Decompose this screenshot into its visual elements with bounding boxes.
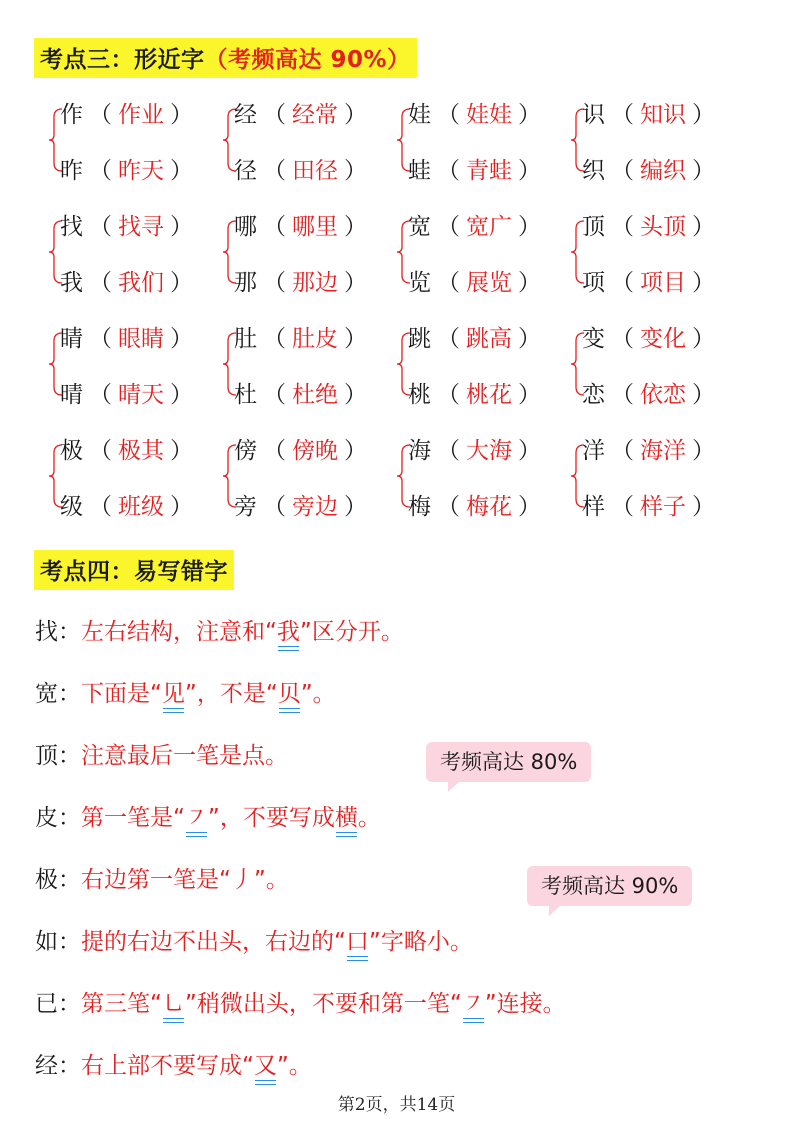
error-prone-line (35, 864, 289, 896)
paren-close: ） (692, 270, 715, 296)
character-label: 经： (35, 1053, 81, 1079)
paren-close: ） (170, 158, 193, 184)
character-group (570, 97, 760, 193)
note-text: ”。 (300, 681, 336, 707)
character: 恋 (582, 382, 605, 408)
character-pair-row (582, 491, 721, 523)
character-pair-row (582, 323, 721, 355)
underlined-part: ㇇ (185, 802, 208, 834)
character-group (570, 433, 760, 529)
character: 娃 (408, 102, 431, 128)
character-pair-row (234, 211, 373, 243)
character-pair-row (234, 435, 373, 467)
character: 杜 (234, 382, 257, 408)
paren-close: ） (518, 158, 541, 184)
character: 宽 (408, 214, 431, 240)
character: 变 (582, 326, 605, 352)
character: 洋 (582, 438, 605, 464)
paren-open: （ (611, 214, 634, 240)
character: 睛 (60, 326, 83, 352)
character-group (396, 433, 586, 529)
note-text: 左右结构，注意和“ (81, 619, 277, 645)
underlined-part: 口 (346, 926, 369, 958)
character-group (222, 321, 412, 417)
character-pair-row (60, 379, 199, 411)
character-group (48, 321, 238, 417)
paren-close: ） (170, 270, 193, 296)
character-pair-row (60, 491, 199, 523)
section4-title: 考点四：易写错字 (40, 559, 228, 585)
character: 傍 (234, 438, 257, 464)
example-word: 展览 (466, 270, 512, 296)
example-word: 哪里 (292, 214, 338, 240)
note-text: ”，不是“ (184, 681, 278, 707)
character: 找 (60, 214, 83, 240)
example-word: 大海 (466, 438, 512, 464)
character-label: 极： (35, 867, 81, 893)
paren-close: ） (518, 382, 541, 408)
paren-close: ） (344, 270, 367, 296)
character-pair-row (582, 211, 721, 243)
character-pair-row (234, 267, 373, 299)
example-word: 知识 (640, 102, 686, 128)
paren-open: （ (611, 382, 634, 408)
paren-open: （ (263, 102, 286, 128)
character: 顶 (582, 214, 605, 240)
note-text: 右边第一笔是“丿”。 (81, 867, 289, 893)
character-pair-row (234, 323, 373, 355)
note-text: ”。 (276, 1053, 312, 1079)
frequency-bubble-90-text: 考频高达 90% (541, 874, 679, 898)
paren-open: （ (437, 382, 460, 408)
paren-open: （ (437, 102, 460, 128)
character-group (222, 209, 412, 305)
note-text: 注意最后一笔是点。 (81, 743, 288, 769)
character-pair-row (408, 267, 547, 299)
paren-close: ） (344, 102, 367, 128)
character: 览 (408, 270, 431, 296)
example-word: 桃花 (466, 382, 512, 408)
note-text: 。 (357, 805, 381, 831)
note-text: 第一笔是“ (81, 805, 185, 831)
character-group (48, 97, 238, 193)
paren-open: （ (263, 326, 286, 352)
paren-close: ） (344, 382, 367, 408)
error-prone-line (35, 926, 473, 958)
paren-close: ） (170, 214, 193, 240)
character-pair-row (582, 379, 721, 411)
character: 作 (60, 102, 83, 128)
example-word: 田径 (292, 158, 338, 184)
example-word: 宽广 (466, 214, 512, 240)
note-text: 右上部不要写成“ (81, 1053, 254, 1079)
character: 海 (408, 438, 431, 464)
underlined-part: 横 (335, 802, 358, 834)
example-word: 眼睛 (118, 326, 164, 352)
paren-open: （ (89, 214, 112, 240)
example-word: 编织 (640, 158, 686, 184)
paren-open: （ (611, 494, 634, 520)
paren-close: ） (170, 438, 193, 464)
underlined-part: 又 (254, 1050, 277, 1082)
example-word: 傍晚 (292, 438, 338, 464)
paren-open: （ (263, 438, 286, 464)
example-word: 我们 (118, 270, 164, 296)
note-text: ”字略小。 (368, 929, 473, 955)
example-word: 经常 (292, 102, 338, 128)
paren-open: （ (437, 326, 460, 352)
character: 那 (234, 270, 257, 296)
paren-open: （ (89, 158, 112, 184)
frequency-bubble-90 (527, 866, 692, 906)
paren-open: （ (611, 270, 634, 296)
example-word: 样子 (640, 494, 686, 520)
character-pair-row (234, 155, 373, 187)
character-pair-row (234, 379, 373, 411)
character-label: 宽： (35, 681, 81, 707)
paren-close: ） (692, 158, 715, 184)
underlined-part: 见 (162, 678, 185, 710)
example-word: 梅花 (466, 494, 512, 520)
example-word: 旁边 (292, 494, 338, 520)
paren-close: ） (692, 326, 715, 352)
error-prone-line (35, 802, 381, 834)
paren-open: （ (89, 438, 112, 464)
character-group (570, 321, 760, 417)
example-word: 晴天 (118, 382, 164, 408)
paren-open: （ (437, 494, 460, 520)
character-group (222, 97, 412, 193)
character-pair-row (60, 211, 199, 243)
character: 径 (234, 158, 257, 184)
paren-open: （ (437, 438, 460, 464)
paren-close: ） (518, 270, 541, 296)
example-word: 找寻 (118, 214, 164, 240)
paren-open: （ (263, 214, 286, 240)
character-label: 找： (35, 619, 81, 645)
page-footer: 第2页，共14页 (337, 1095, 456, 1115)
example-word: 海洋 (640, 438, 686, 464)
character-pair-row (408, 435, 547, 467)
example-word: 跳高 (466, 326, 512, 352)
note-text: 提的右边不出头，右边的“ (81, 929, 346, 955)
underlined-part: 贝 (278, 678, 301, 710)
character-pair-row (234, 99, 373, 131)
character-pair-row (408, 323, 547, 355)
character-pair-row (408, 155, 547, 187)
section3-heading (34, 38, 417, 78)
example-word: 青蛙 (466, 158, 512, 184)
character-label: 顶： (35, 743, 81, 769)
example-word: 作业 (118, 102, 164, 128)
bubble-tail (448, 781, 460, 792)
paren-close: ） (518, 438, 541, 464)
character-group (222, 433, 412, 529)
paren-close: ） (344, 158, 367, 184)
character: 梅 (408, 494, 431, 520)
paren-open: （ (611, 438, 634, 464)
character: 我 (60, 270, 83, 296)
character-pair-row (408, 211, 547, 243)
character-pair-row (408, 379, 547, 411)
paren-open: （ (437, 270, 460, 296)
character-pair-row (408, 99, 547, 131)
character-pair-row (60, 99, 199, 131)
example-word: 依恋 (640, 382, 686, 408)
error-prone-line (35, 740, 288, 772)
paren-open: （ (611, 102, 634, 128)
character-pair-row (60, 323, 199, 355)
note-text: 下面是“ (81, 681, 162, 707)
paren-close: ） (692, 102, 715, 128)
underlined-part: 我 (277, 616, 300, 648)
character-group (396, 209, 586, 305)
character-group (396, 321, 586, 417)
paren-open: （ (263, 494, 286, 520)
example-word: 杜绝 (292, 382, 338, 408)
underlined-part: ㇇ (462, 988, 485, 1020)
paren-open: （ (89, 270, 112, 296)
section4-heading (34, 550, 234, 590)
character-pair-row (60, 155, 199, 187)
character: 肚 (234, 326, 257, 352)
paren-close: ） (518, 326, 541, 352)
character: 桃 (408, 382, 431, 408)
paren-close: ） (518, 214, 541, 240)
paren-open: （ (89, 382, 112, 408)
example-word: 肚皮 (292, 326, 338, 352)
paren-open: （ (437, 158, 460, 184)
character: 经 (234, 102, 257, 128)
example-word: 昨天 (118, 158, 164, 184)
character-group (48, 433, 238, 529)
character: 晴 (60, 382, 83, 408)
note-text: ”区分开。 (299, 619, 404, 645)
character-pair-row (582, 267, 721, 299)
paren-close: ） (692, 214, 715, 240)
error-prone-line (35, 678, 336, 710)
example-word: 娃娃 (466, 102, 512, 128)
example-word: 极其 (118, 438, 164, 464)
note-text: ”，不要写成 (207, 805, 335, 831)
character-label: 如： (35, 929, 81, 955)
paren-close: ） (692, 438, 715, 464)
character-pair-row (408, 491, 547, 523)
character: 哪 (234, 214, 257, 240)
character-pair-row (234, 491, 373, 523)
example-word: 头顶 (640, 214, 686, 240)
character: 蛙 (408, 158, 431, 184)
character-group (396, 97, 586, 193)
character: 项 (582, 270, 605, 296)
paren-open: （ (263, 270, 286, 296)
character: 旁 (234, 494, 257, 520)
error-prone-line (35, 1050, 312, 1082)
paren-close: ） (344, 438, 367, 464)
character-pair-row (582, 99, 721, 131)
paren-close: ） (692, 382, 715, 408)
character: 识 (582, 102, 605, 128)
paren-open: （ (263, 382, 286, 408)
paren-close: ） (518, 494, 541, 520)
paren-open: （ (89, 326, 112, 352)
error-prone-line (35, 616, 404, 648)
paren-close: ） (170, 494, 193, 520)
paren-close: ） (518, 102, 541, 128)
example-word: 变化 (640, 326, 686, 352)
character: 织 (582, 158, 605, 184)
frequency-bubble-80-text: 考频高达 80% (440, 750, 578, 774)
character-pair-row (582, 155, 721, 187)
character: 跳 (408, 326, 431, 352)
section3-title: 考点三：形近字 (40, 47, 205, 73)
section3-frequency: （考频高达 90%） (204, 47, 411, 73)
paren-open: （ (611, 326, 634, 352)
paren-open: （ (89, 102, 112, 128)
paren-open: （ (89, 494, 112, 520)
character-group (570, 209, 760, 305)
paren-close: ） (692, 494, 715, 520)
example-word: 班级 (118, 494, 164, 520)
example-word: 那边 (292, 270, 338, 296)
character: 级 (60, 494, 83, 520)
underlined-part: ㇟ (162, 988, 185, 1020)
character-pair-row (60, 435, 199, 467)
note-text: 第三笔“ (81, 991, 162, 1017)
note-text: ”稍微出头，不要和第一笔“ (184, 991, 462, 1017)
character: 样 (582, 494, 605, 520)
bubble-tail (549, 905, 561, 916)
error-prone-line (35, 988, 566, 1020)
character-label: 皮： (35, 805, 81, 831)
paren-open: （ (263, 158, 286, 184)
character-pair-row (582, 435, 721, 467)
paren-close: ） (344, 494, 367, 520)
paren-open: （ (437, 214, 460, 240)
paren-open: （ (611, 158, 634, 184)
note-text: ”连接。 (484, 991, 566, 1017)
character: 极 (60, 438, 83, 464)
paren-close: ） (170, 326, 193, 352)
frequency-bubble-80 (426, 742, 591, 782)
paren-close: ） (344, 214, 367, 240)
paren-close: ） (344, 326, 367, 352)
example-word: 项目 (640, 270, 686, 296)
character-pair-row (60, 267, 199, 299)
character-label: 已： (35, 991, 81, 1017)
paren-close: ） (170, 382, 193, 408)
paren-close: ） (170, 102, 193, 128)
character: 昨 (60, 158, 83, 184)
character-group (48, 209, 238, 305)
